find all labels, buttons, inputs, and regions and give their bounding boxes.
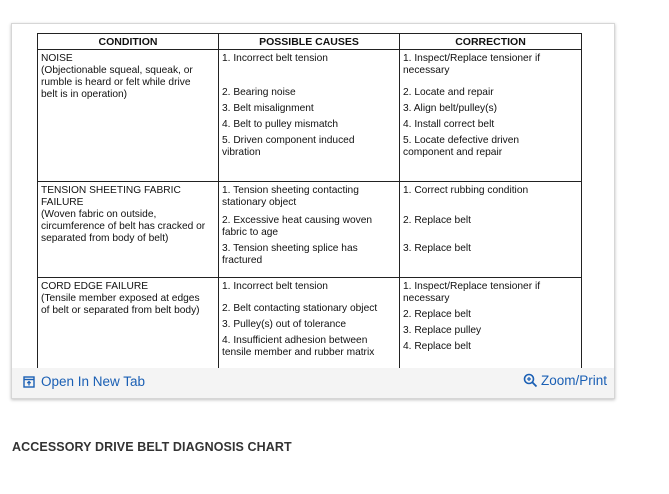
causes-cell [219, 50, 400, 182]
diagnosis-chart-image [37, 33, 581, 360]
causes-cell [219, 182, 400, 278]
correction-cell [400, 278, 582, 373]
table-row [38, 182, 582, 278]
figure-caption: ACCESSORY DRIVE BELT DIAGNOSIS CHART [12, 440, 292, 454]
condition-line: NOISE [41, 53, 73, 64]
condition-line: belt is in operation) [41, 89, 128, 100]
condition-line: (Woven fabric on outside, [41, 209, 157, 220]
cause-item: 1. Incorrect belt tension [222, 281, 328, 292]
zoom-print-link[interactable] [523, 373, 607, 388]
open-in-new-tab-link[interactable] [23, 374, 145, 389]
cause-item: 2. Bearing noise [222, 87, 296, 98]
zoom-print-label: Zoom/Print [540, 373, 607, 388]
open-in-new-tab-label: Open In New Tab [41, 374, 146, 389]
correction-item: 1. Correct rubbing condition [403, 185, 529, 196]
correction-item: 4. Install correct belt [403, 119, 495, 130]
correction-item: 2. Locate and repair [403, 87, 494, 98]
diagram-frame [11, 23, 615, 399]
correction-cell [400, 50, 582, 182]
correction-item: 5. Locate defective driven component and repair [403, 135, 520, 158]
condition-line: FAILURE [41, 197, 84, 208]
diagnosis-table [37, 33, 582, 373]
column-header: CORRECTION [400, 34, 582, 50]
correction-item: 3. Align belt/pulley(s) [403, 103, 497, 114]
cause-item: 3. Tension sheeting splice has fractured [222, 243, 358, 266]
cause-item: 5. Driven component induced vibration [222, 135, 355, 158]
correction-item: 1. Inspect/Replace tensioner if necessary [403, 281, 541, 304]
condition-cell [38, 278, 219, 373]
condition-line: rumble is heard or felt while drive [41, 77, 191, 88]
cause-item: 1. Tension sheeting contacting stationary object [222, 185, 359, 208]
cause-item: 1. Incorrect belt tension [222, 53, 328, 64]
cause-item: 2. Belt contacting stationary object [222, 303, 378, 314]
condition-line: (Tensile member exposed at edges [41, 293, 200, 304]
condition-cell [38, 50, 219, 182]
condition-line: CORD EDGE FAILURE [41, 281, 148, 292]
correction-item: 2. Replace belt [403, 215, 471, 226]
table-row [38, 50, 582, 182]
condition-cell [38, 182, 219, 278]
correction-item: 3. Replace belt [403, 243, 471, 254]
condition-line: separated from body of belt) [41, 233, 169, 244]
zoom-icon [523, 373, 538, 388]
cause-item: 3. Pulley(s) out of tolerance [222, 319, 347, 330]
condition-line: circumference of belt has cracked or [41, 221, 206, 232]
open-in-new-tab-icon [23, 376, 35, 388]
cause-item: 4. Belt to pulley mismatch [222, 119, 339, 130]
condition-line: (Objectionable squeal, squeak, or [41, 65, 193, 76]
correction-item: 3. Replace pulley [403, 325, 482, 336]
image-toolbar [12, 368, 614, 398]
cause-item: 3. Belt misalignment [222, 103, 314, 114]
correction-item: 1. Inspect/Replace tensioner if necessary [403, 53, 541, 76]
cause-item: 4. Insufficient adhesion between tensile member and rubber matrix [222, 335, 375, 358]
table-header-row [38, 34, 582, 50]
correction-cell [400, 182, 582, 278]
correction-item: 2. Replace belt [403, 309, 471, 320]
table-row [38, 278, 582, 373]
column-header: POSSIBLE CAUSES [219, 34, 400, 50]
correction-item: 4. Replace belt [403, 341, 471, 352]
condition-line: of belt or separated from belt body) [41, 305, 200, 316]
condition-line: TENSION SHEETING FABRIC [41, 185, 181, 196]
column-header: CONDITION [38, 34, 219, 50]
causes-cell [219, 278, 400, 373]
cause-item: 2. Excessive heat causing woven fabric to age [222, 215, 373, 238]
